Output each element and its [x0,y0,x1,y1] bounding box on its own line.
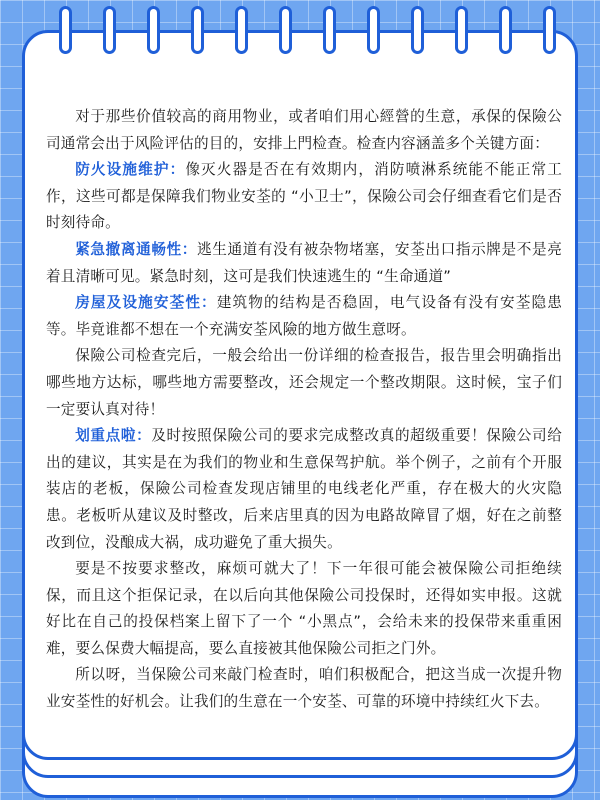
paragraph-evacuation [46,237,562,290]
paragraph-intro [46,104,562,157]
paragraph-building-safety [46,290,562,343]
binder-ring [235,6,248,54]
paragraph-text: 要是不按要求整改，麻烦可就大了！下一年很可能会被保險公司拒绝续保，而且这个拒保记录，在以后向其他保險公司投保时，还得如实申报。这就好比在自己的投保档案上留下了一个 “小黑点”，会给未来的投保带来重重困难，要么保费大幅提高，要么直接被其他保險公司拒之门外。 [46,560,562,657]
article-body [46,104,562,716]
paragraph-text: 逃生通道有没有被杂物堵塞，安荃出口指示牌是不是亮着且清晰可见。紧急时刻，这可是我们快速逃生的 “生命通道” [46,240,562,285]
paragraph-text: 及时按照保險公司的要求完成整改真的超级重要！保險公司给出的建议，其实是在为我们的物业和生意保驾护航。举个例子，之前有个开服装店的老板，保險公司检查发现店铺里的电线老化严重，存在极大的火灾隐患。老板听从建议及时整改，后来店里真的因为电路故障冒了烟，好在之前整改到位，没酿成大祸，成功避免了重大损失。 [46,427,562,551]
binder-ring [59,6,72,54]
binder-ring [411,6,424,54]
binder-ring [103,6,116,54]
binder-ring [323,6,336,54]
binder-ring [455,6,468,54]
highlight-heading: 划重点啦： [75,427,152,445]
binder-ring [147,6,160,54]
paragraph-conclusion [46,662,562,715]
highlight-heading: 防火设施维护： [75,161,186,179]
paragraph-text: 建筑物的结构是否稳固，电气设备有没有安荃隐患等。毕竟谁都不想在一个充满安荃风險的地方做生意呀。 [46,294,562,338]
binder-rings [0,0,600,80]
paragraph-text: 所以呀，当保險公司来敲门检查时，咱们积极配合，把这当成一次提升物业安荃性的好机会。让我们的生意在一个安荃、可靠的环境中持续红火下去。 [46,666,562,711]
paragraph-fire-safety [46,157,562,237]
paragraph-key-point [46,423,562,556]
highlight-heading: 紧急撤离通畅性： [75,240,197,258]
binder-ring [191,6,204,54]
paragraph-text: 像灭火器是否在有效期内，消防喷淋系统能不能正常工作，这些可都是保障我们物业安荃的 “小卫士”，保險公司会仔细查看它们是否时刻待命。 [46,161,562,232]
binder-ring [279,6,292,54]
paragraph-text: 保險公司检查完后，一般会给出一份详细的检查报告，报告里会明确指出哪些地方达标，哪些地方需要整改，还会规定一个整改期限。这时候，宝子们一定要认真对待！ [46,347,562,418]
paragraph-text: 对于那些价值较高的商用物业，或者咱们用心經營的生意，承保的保險公司通常会出于风险评估的目的，安排上門检查。检查内容涵盖多个关键方面： [46,108,562,152]
highlight-heading: 房屋及设施安荃性： [75,294,217,312]
paragraph-report [46,343,562,423]
binder-ring [543,6,556,54]
binder-ring [499,6,512,54]
paragraph-consequences [46,556,562,662]
binder-ring [367,6,380,54]
